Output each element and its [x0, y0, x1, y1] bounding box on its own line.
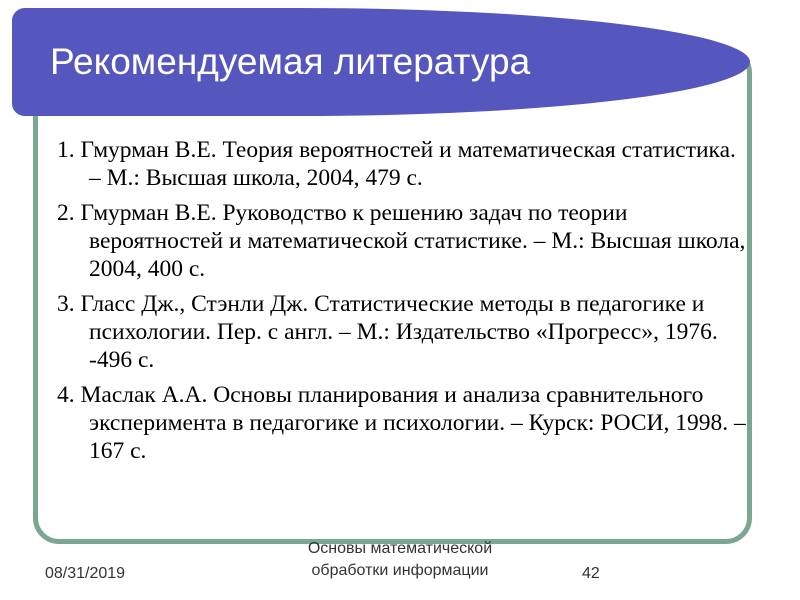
reference-list: [57, 136, 747, 472]
reference-item: 1. Гмурман В.Е. Теория вероятностей и математическая статистика. – М.: Высшая школа, 2004, 479 с.: [57, 137, 736, 191]
footer-course-line: Основы математической: [307, 540, 493, 557]
footer-date: 08/31/2019: [45, 565, 126, 582]
slide-title: Рекомендуемая литература: [50, 41, 531, 82]
reference-item: 4. Маслак А.А. Основы планирования и анализа сравнительного эксперимента в педагогике и психологии. – Курск: РОСИ, 1998. – 167 с.: [57, 382, 746, 464]
page-number: 42: [582, 565, 600, 582]
reference-item: 3. Гласс Дж., Стэнли Дж. Статистические методы в педагогике и психологии. Пер. с англ. – М.: Издательство «Прогресс», 1976. -496 с.: [57, 291, 718, 373]
footer-course-title: [250, 538, 550, 582]
reference-item: 2. Гмурман В.Е. Руководство к решению задач по теории вероятностей и математической статистике. – М.: Высшая школа, 2004, 400 с.: [57, 200, 746, 282]
footer-course-line: обработки информации: [311, 562, 489, 579]
